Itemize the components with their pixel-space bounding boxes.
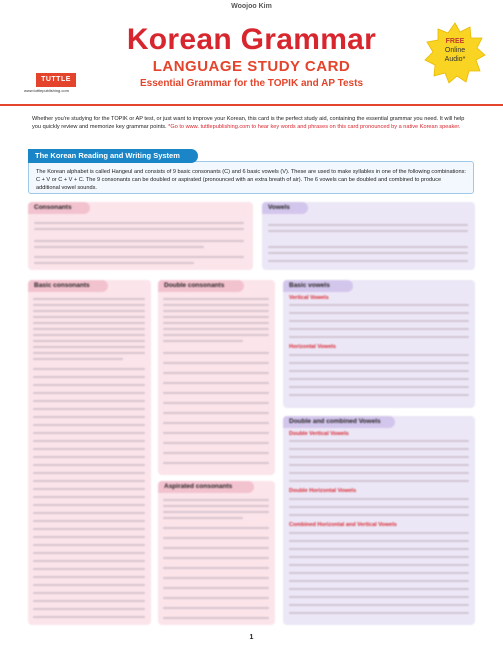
author-name: Woojoo Kim [231, 3, 272, 10]
free-audio-badge [424, 22, 486, 84]
vowels-panel [262, 202, 475, 270]
intro-text: Whether you're studying for the TOPIK or AP test, or just want to improve your Korean, this card is the perfect study aid, containing the essential grammar you need. It will help you quickly review and memorize key grammar points. [32, 116, 465, 130]
vowels-heading: Vowels [262, 202, 308, 214]
header-divider [0, 104, 503, 106]
aspirated-consonants-heading: Aspirated consonants [158, 481, 254, 493]
double-consonants-heading: Double consonants [158, 280, 244, 292]
double-horizontal-label: Double Horizontal Vowels [289, 488, 357, 494]
basic-consonants-heading: Basic consonants [28, 280, 108, 292]
vertical-vowels-label: Vertical Vowels [289, 295, 329, 301]
intro-audio-note: *Go to www. tuttlepublishing.com to hear key words and phrases on this card pronounced by a native Korean speaker. [168, 124, 461, 130]
card-subtitle: LANGUAGE STUDY CARD [152, 58, 351, 75]
card-tagline: Essential Grammar for the TOPIK and AP Tests [139, 78, 364, 89]
basic-vowels-panel [283, 280, 475, 408]
publisher-logo: TUTTLE [36, 73, 76, 87]
double-combined-vowels-panel [283, 416, 475, 625]
horizontal-vowels-label: Horizontal Vowels [289, 344, 336, 350]
combined-vowels-label: Combined Horizontal and Vertical Vowels [289, 522, 397, 528]
double-vertical-label: Double Vertical Vowels [289, 431, 349, 437]
badge-free: FREE [445, 38, 465, 45]
badge-audio: Audio* [444, 56, 466, 63]
reading-writing-heading: The Korean Reading and Writing System [28, 149, 198, 163]
reading-writing-body: The Korean alphabet is called Hangeul and consists of 9 basic consonants (C) and 6 basic vowels (V). These are used to make syllables in one of the following combinations: C + V or C + V + C. The 9 consonants can be doubled or aspirated (pronounced with an extra breath of air). The 6 vowels can be doubled and combined to produce additional vowel sounds. [28, 161, 474, 194]
intro-paragraph [32, 115, 474, 131]
consonants-panel [28, 202, 253, 270]
consonants-heading: Consonants [28, 202, 90, 214]
double-consonants-panel [158, 280, 275, 475]
publisher-url: www.tuttlepublishing.com [24, 88, 69, 93]
page-number: 1 [249, 634, 254, 641]
double-combined-vowels-heading: Double and combined Vowels [283, 416, 395, 428]
badge-online: Online [444, 47, 466, 54]
aspirated-consonants-panel [158, 481, 275, 625]
card-title: Korean Grammar [126, 23, 377, 56]
basic-vowels-heading: Basic vowels [283, 280, 353, 292]
basic-consonants-panel [28, 280, 151, 625]
